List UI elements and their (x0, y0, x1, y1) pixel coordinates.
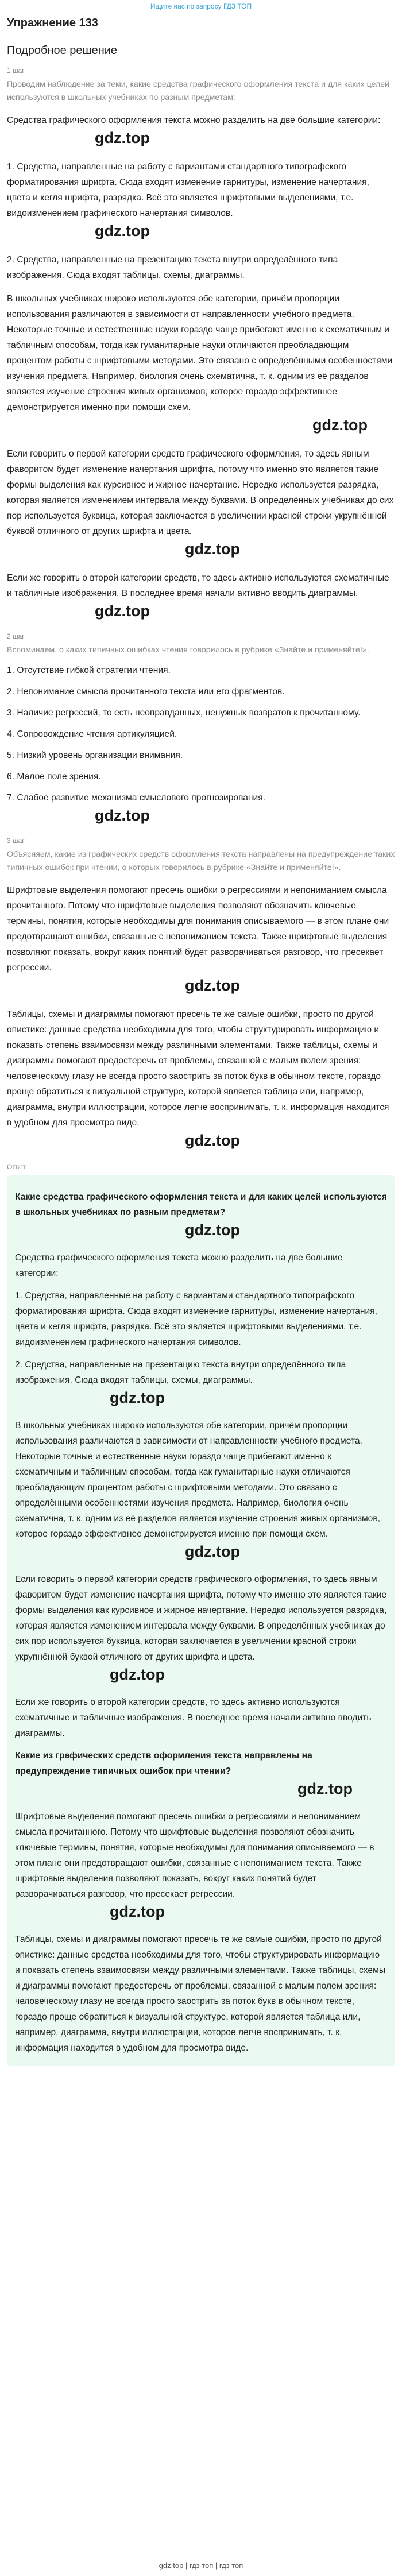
watermark: gdz.top (95, 129, 150, 146)
watermark: gdz.top (95, 602, 150, 620)
step-1-paragraph: Если же говорить о второй категории средств, то здесь активно используются схематичные и табличные изображения. В последнее время начали активно вводить диаграммы. (7, 573, 389, 598)
step-3-paragraph: Таблицы, схемы и диаграммы помогают пресечь те же самые ошибки, просто по другой опистике: данные средства необходимы для того, чтобы структурировать информацию и показать степень взаимосвязи между различными элементами. Также таблицы, схемы и диаграммы помогают предостеречь от проблемы, связанной с малым полем зрения: человеческому глазу не всегда просто заострить за поток букв в обычном тексте, гораздо проще обратиться к визуальной структуре, которой является таблица или, например, диаграмма, внутри иллюстрации, которое легче воспринимать, т. к. информация находится в удобном для просмотра виде. (7, 1009, 389, 1128)
list-item: 5. Низкий уровень организации внимания. (7, 751, 183, 760)
answer-paragraph: Таблицы, схемы и диаграммы помогают пресечь те же самые ошибки, просто по другой опистике: данные средства необходимы для того, чтобы структурировать информацию и показать степень взаимосвязи между различными элементами. Также таблицы, схемы и диаграммы помогают предостеречь от проблемы, связанной с малым полем зрения: человеческому глазу не всегда просто заострить за поток букв в обычном тексте, гораздо проще обратиться к визуальной структуре, которой является таблица или, например, диаграмма, внутри иллюстрации, которое легче воспринимать, т. к. информация находится в удобном для просмотра виде. (15, 1935, 386, 2053)
watermark: gdz.top (110, 1389, 165, 1406)
exercise-title: Упражнение 133 (7, 17, 98, 29)
list-item: 2. Непонимание смысла прочитанного текста или его фрагментов. (7, 687, 285, 697)
watermark: gdz.top (185, 977, 240, 994)
answer-question: Какие средства графического оформления текста и для каких целей используются в школьных учебниках по разным предметам? (15, 1192, 387, 1217)
step-1-paragraph: Если говорить о первой категории средств графического оформления, то здесь явным фаворитом будет изменение начертания шрифта, потому что именно это является такие формы выделения как курсивное и жирное начертание. Нередко используется разрядка, которая является изменением интервала между буквами. В определённых учебниках до сих пор используется буквица, которая заключается в увеличении красной строки укрупнённой буквой отличного от других шрифта и цвета. (7, 449, 394, 536)
step-1-paragraph: 2. Средства, направленные на презентацию текста внутри определённого типа изображения. Сюда входят таблицы, схемы, диаграммы. (7, 255, 338, 280)
answer-paragraph: Средства графического оформления текста можно разделить на две большие категории: (15, 1253, 343, 1278)
watermark: gdz.top (297, 1780, 353, 1797)
search-promo-link[interactable]: Ищите нас по запросу ГДЗ ТОП (150, 2, 252, 10)
watermark: gdz.top (95, 807, 150, 824)
answer-paragraph: В школьных учебниках широко используются обе категории, причём пропорции использования различаются в зависимости от направленности учебного предмета. Некоторые точные и естественные науки гораздо чаще прибегают именно к схематичным и табличным способам, тогда как гуманитарные науки отличаются преобладающим процентом работы с шрифтовыми методами. Это связано с определёнными особенностями изучения предмета. Например, биология очень схематична, т. к. одним из её разделов является изучение строения живых организмов, которое гораздо эффективнее демонстрируется именно при помощи схем. (15, 1421, 380, 1539)
list-item: 6. Малое поле зрения. (7, 772, 101, 782)
watermark: gdz.top (185, 1543, 240, 1560)
step-1-paragraph: 1. Средства, направленные на работу с вариантами стандартного типографского форматирования шрифта. Сюда входят изменение гарнитуры, изменение начертания, цвета и кегля шрифта, разрядка. Всё это является шрифтовыми выделениями, т.е. видоизменением графического начертания символов. (7, 162, 369, 218)
list-item: 3. Наличие регрессий, то есть неоправданных, ненужных возвратов к прочитанному. (7, 708, 361, 718)
list-item: 4. Сопровождение чтения артикуляцией. (7, 729, 177, 739)
watermark: gdz.top (312, 416, 368, 434)
solution-subtitle: Подробное решение (7, 44, 118, 57)
step-2-intro: Вспоминаем, о каких типичных ошибках чтения говорилось в рубрике «Знайте и применяйте!». (7, 645, 369, 655)
list-item: 1. Отсутствие гибкой стратегии чтения. (7, 666, 171, 675)
watermark: gdz.top (95, 222, 150, 239)
answer-label: Ответ (7, 1163, 26, 1171)
watermark: gdz.top (185, 1221, 240, 1239)
step-1-paragraph: Средства графического оформления текста можно разделить на две большие категории: (7, 115, 381, 125)
reading-errors-list (0, 663, 402, 806)
step-1-intro: Проводим наблюдение за теми, какие средства графического оформления текста и для каких целей используются в школьных учебниках по разным предметам: (7, 80, 390, 102)
answer-paragraph: 1. Средства, направленные на работу с вариантами стандартного типографского форматирования шрифта. Сюда входят изменение гарнитуры, изменение начертания, цвета и кегля шрифта, разрядка. Всё это является шрифтовыми выделениями, т.е. видоизменением графического начертания символов. (15, 1291, 377, 1347)
list-item: 7. Слабое развитие механизма смыслового прогнозирования. (7, 793, 265, 803)
watermark: gdz.top (185, 1132, 240, 1149)
watermark: gdz.top (185, 540, 240, 558)
answer-paragraph: Если же говорить о второй категории средств, то здесь активно используются схематичные и табличные изображения. В последнее время начали активно вводить диаграммы. (15, 1697, 372, 1738)
step-1-paragraph: В школьных учебниках широко используются обе категории, причём пропорции использования различаются в зависимости от направленности учебного предмета. Некоторые точные и естественные науки гораздо чаще прибегают именно к схематичным и табличным способам, тогда как гуманитарные науки отличаются преобладающим процентом работы с шрифтовыми методами. Это связано с определёнными особенностями изучения предмета. Например, биология очень схематична, т. к. одним из её разделов является изучение строения живых организмов, которое гораздо эффективнее демонстрируется именно при помощи схем. (7, 294, 393, 412)
step-2-label: 2 шаг (7, 632, 25, 640)
step-3-label: 3 шаг (7, 837, 25, 845)
step-1-label: 1 шаг (7, 67, 25, 75)
step-3-intro: Объясняем, какие из графических средств оформления текста направлены на предупреждение таких типичных ошибок при чтении, о которых говорилось в рубрике «Знайте и применяйте!». (7, 850, 395, 872)
footer-links: gdz.top | гдз топ | гдз топ (159, 2561, 243, 2570)
watermark: gdz.top (110, 1666, 165, 1683)
answer-question: Какие из графических средств оформления текста направлены на предупреждение типичных ошибок при чтении? (15, 1751, 312, 1776)
watermark: gdz.top (110, 1903, 165, 1920)
answer-paragraph: 2. Средства, направленные на презентацию текста внутри определённого типа изображения. Сюда входят таблицы, схемы, диаграммы. (15, 1360, 346, 1385)
answer-box (7, 1175, 395, 2066)
answer-paragraph: Шрифтовые выделения помогают пресечь ошибки о регрессиями и непониманием смысла прочитанного. Потому что шрифтовые выделения позволяют обозначить ключевые термины, понятия, которые необходимы для понимания описываемого — в этом плане они предотвращают ошибки, связанные с непониманием текста. Также шрифтовые выделения позволяют показать, вокруг каких понятий будет разворачиваться разговор, что пресекает регрессии. (15, 1812, 374, 1899)
step-3-paragraph: Шрифтовые выделения помогают пресечь ошибки о регрессиями и непониманием смысла прочитанного. Потому что шрифтовые выделения позволяют обозначить ключевые термины, понятия, которые необходимы для понимания описываемого — в этом плане они предотвращают ошибки, связанные с непониманием текста. Также шрифтовые выделения позволяют показать, вокруг каких понятий будет разворачиваться разговор, что пресекает регрессии. (7, 885, 389, 973)
answer-paragraph: Если говорить о первой категории средств графического оформления, то здесь явным фаворитом будет изменение начертания шрифта, потому что именно это является такие формы выделения как курсивное и жирное начертание. Нередко используется разрядка, которая является изменением интервала между буквами. В определённых учебниках до сих пор используется буквица, которая заключается в увеличении красной строки укрупнённой буквой отличного от других шрифта и цвета. (15, 1575, 387, 1662)
